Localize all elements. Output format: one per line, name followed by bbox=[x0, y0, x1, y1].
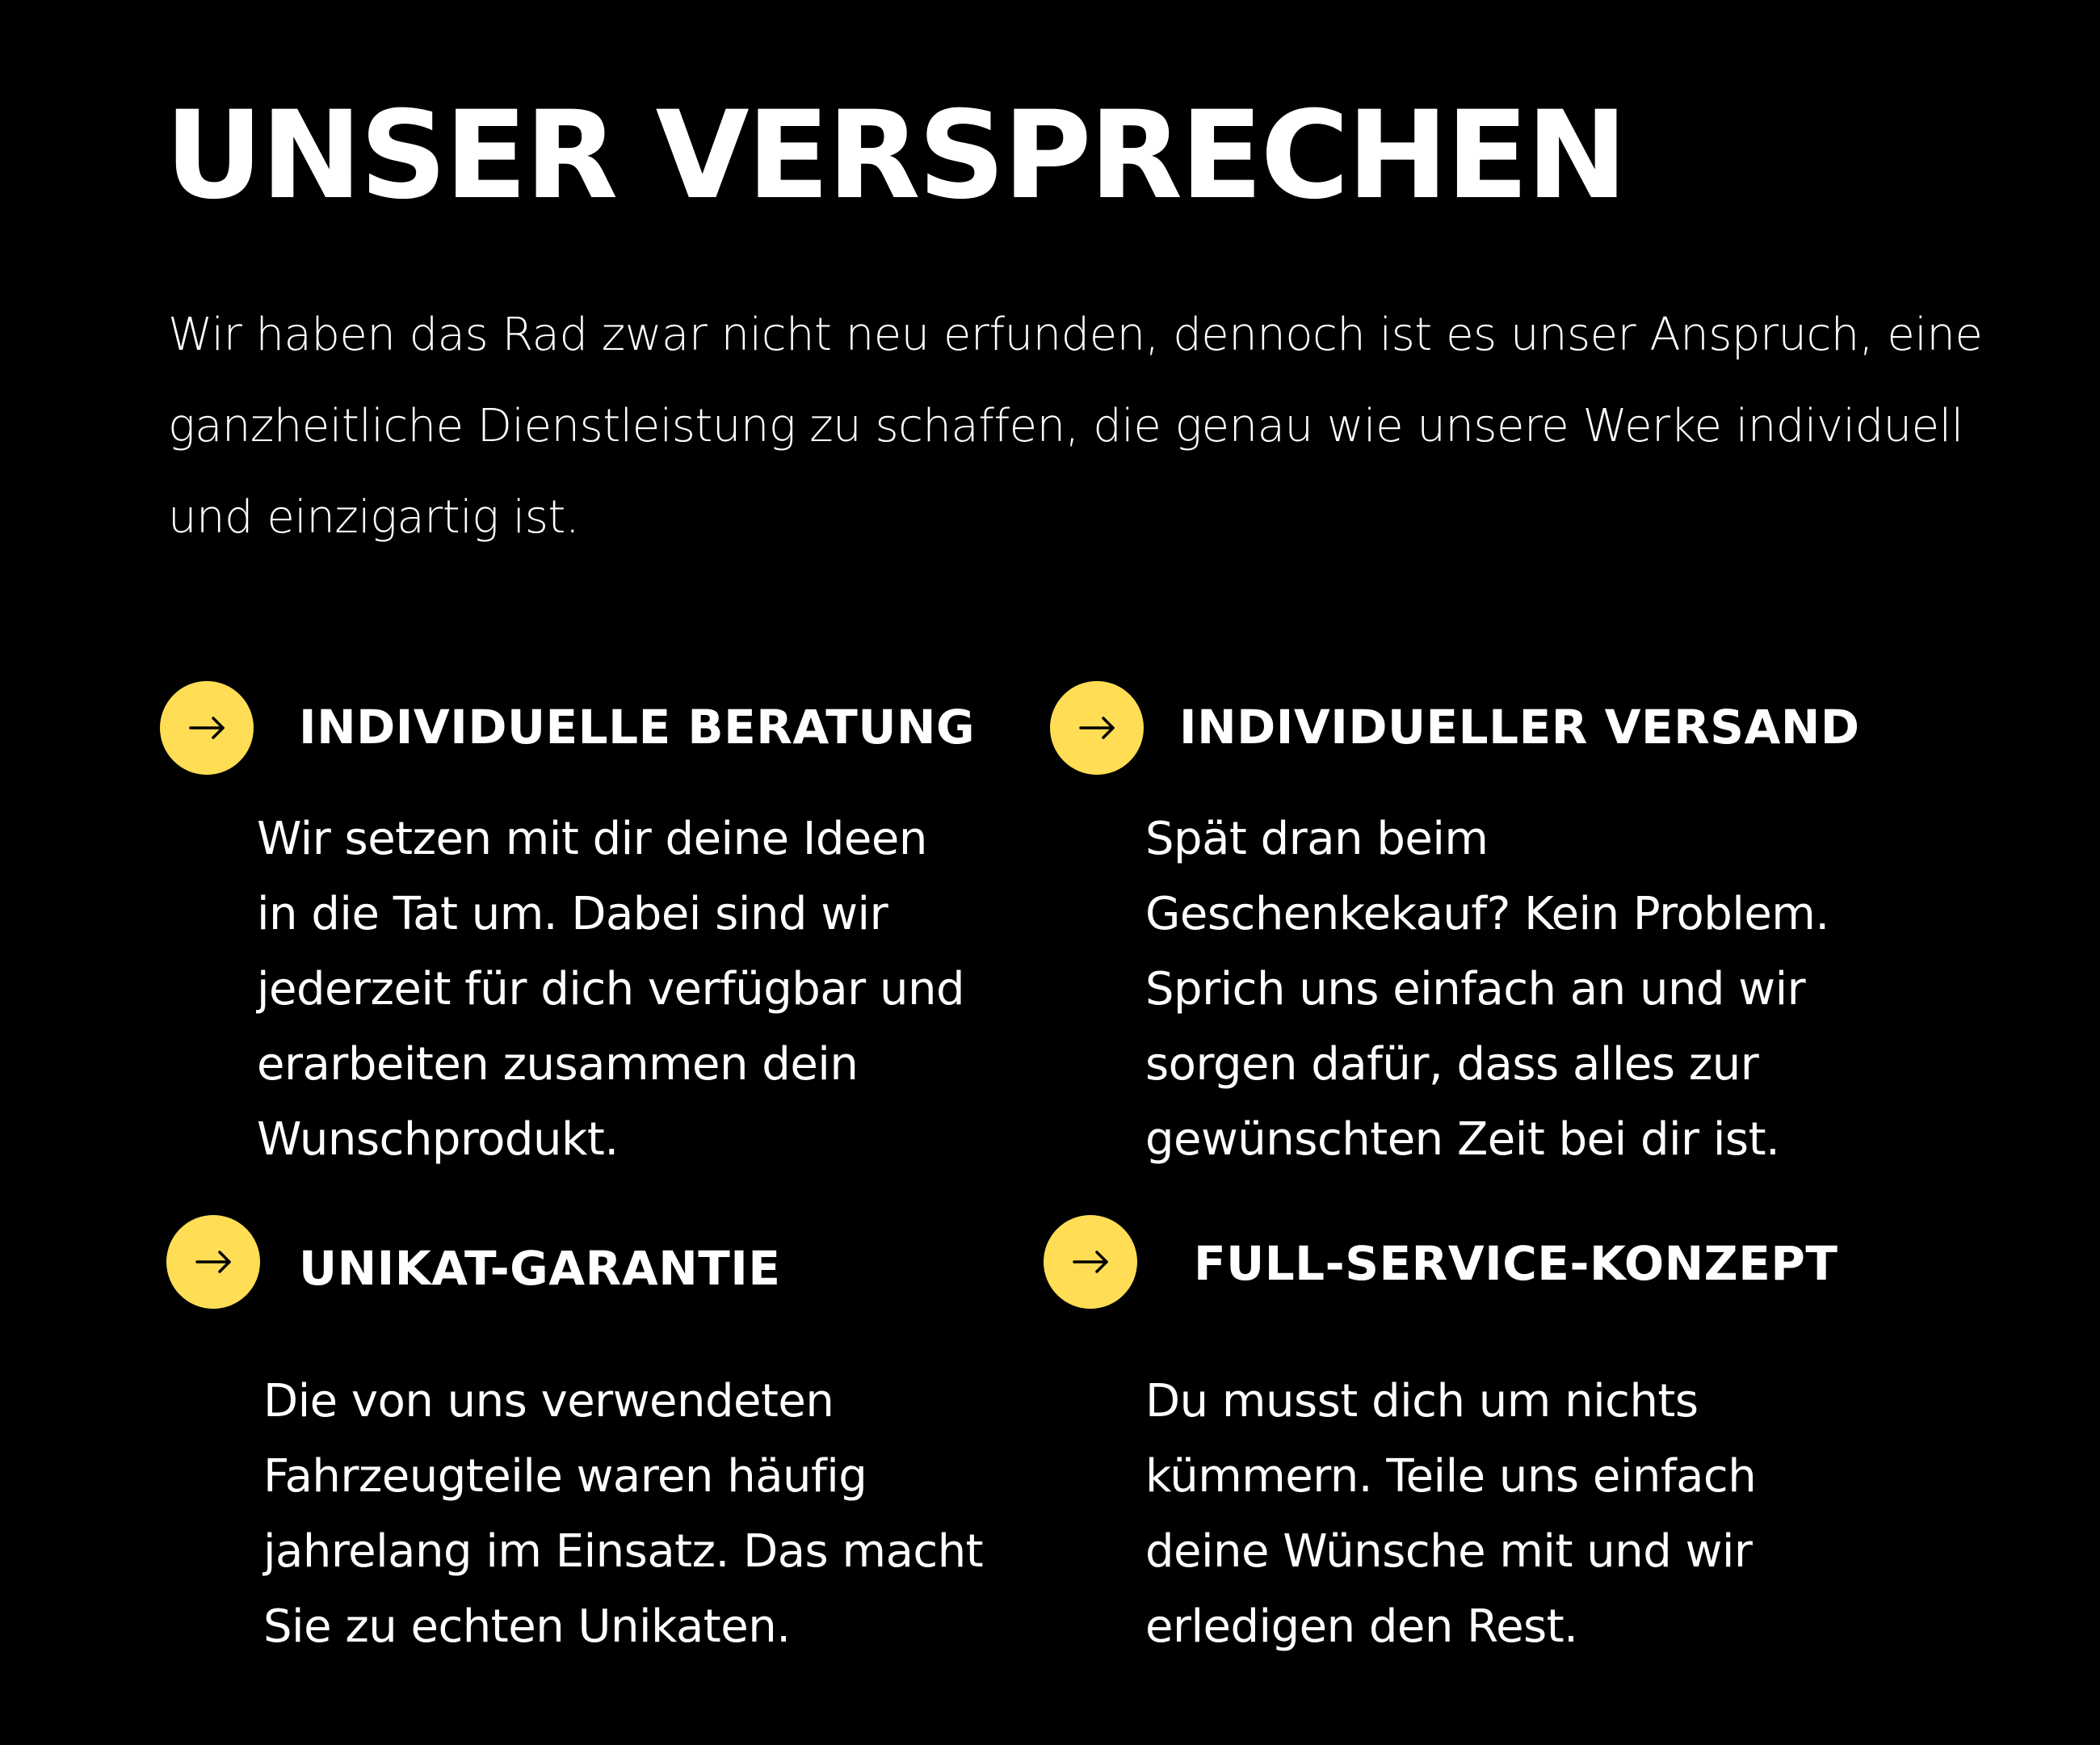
feature-title-unikat-garantie: UNIKAT-GARANTIE bbox=[299, 1241, 781, 1296]
feature-text-unikat-garantie: Die von uns verwendeten Fahrzeugteile waren häufig jahrelang im Einsatz. Das macht Sie zu echten Unikaten. bbox=[263, 1375, 984, 1653]
feature-title-individuelle-beratung: INDIVIDUELLE BERATUNG bbox=[299, 700, 976, 755]
arrow-right-icon bbox=[1044, 1215, 1137, 1309]
intro-text: Wir haben das Rad zwar nicht neu erfunden, dennoch ist es unser Anspruch, eine ganzheitliche Dienstleistung zu schaffen, die genau wie unsere Werke individuell und einzigartig ist. bbox=[168, 309, 1983, 544]
feature-text-individueller-versand: Spät dran beim Geschenkekauf? Kein Problem. Sprich uns einfach an und wir sorgen dafür, dass alles zur gewünschten Zeit bei dir ist. bbox=[1145, 813, 1829, 1166]
feature-title-full-service-konzept: FULL-SERVICE-KONZEPT bbox=[1194, 1236, 1838, 1291]
arrow-right-icon bbox=[166, 1215, 260, 1309]
page-title: UNSER VERSPRECHEN bbox=[165, 86, 1626, 226]
feature-text-individuelle-beratung: Wir setzen mit dir deine Ideen in die Tat um. Dabei sind wir jederzeit für dich verfügbar und erarbeiten zusammen dein Wunschprodukt. bbox=[257, 813, 965, 1166]
feature-title-individueller-versand: INDIVIDUELLER VERSAND bbox=[1179, 700, 1860, 755]
feature-text-full-service-konzept: Du musst dich um nichts kümmern. Teile uns einfach deine Wünsche mit und wir erledigen den Rest. bbox=[1145, 1375, 1757, 1653]
arrow-right-icon bbox=[160, 681, 254, 775]
arrow-right-icon bbox=[1050, 681, 1144, 775]
